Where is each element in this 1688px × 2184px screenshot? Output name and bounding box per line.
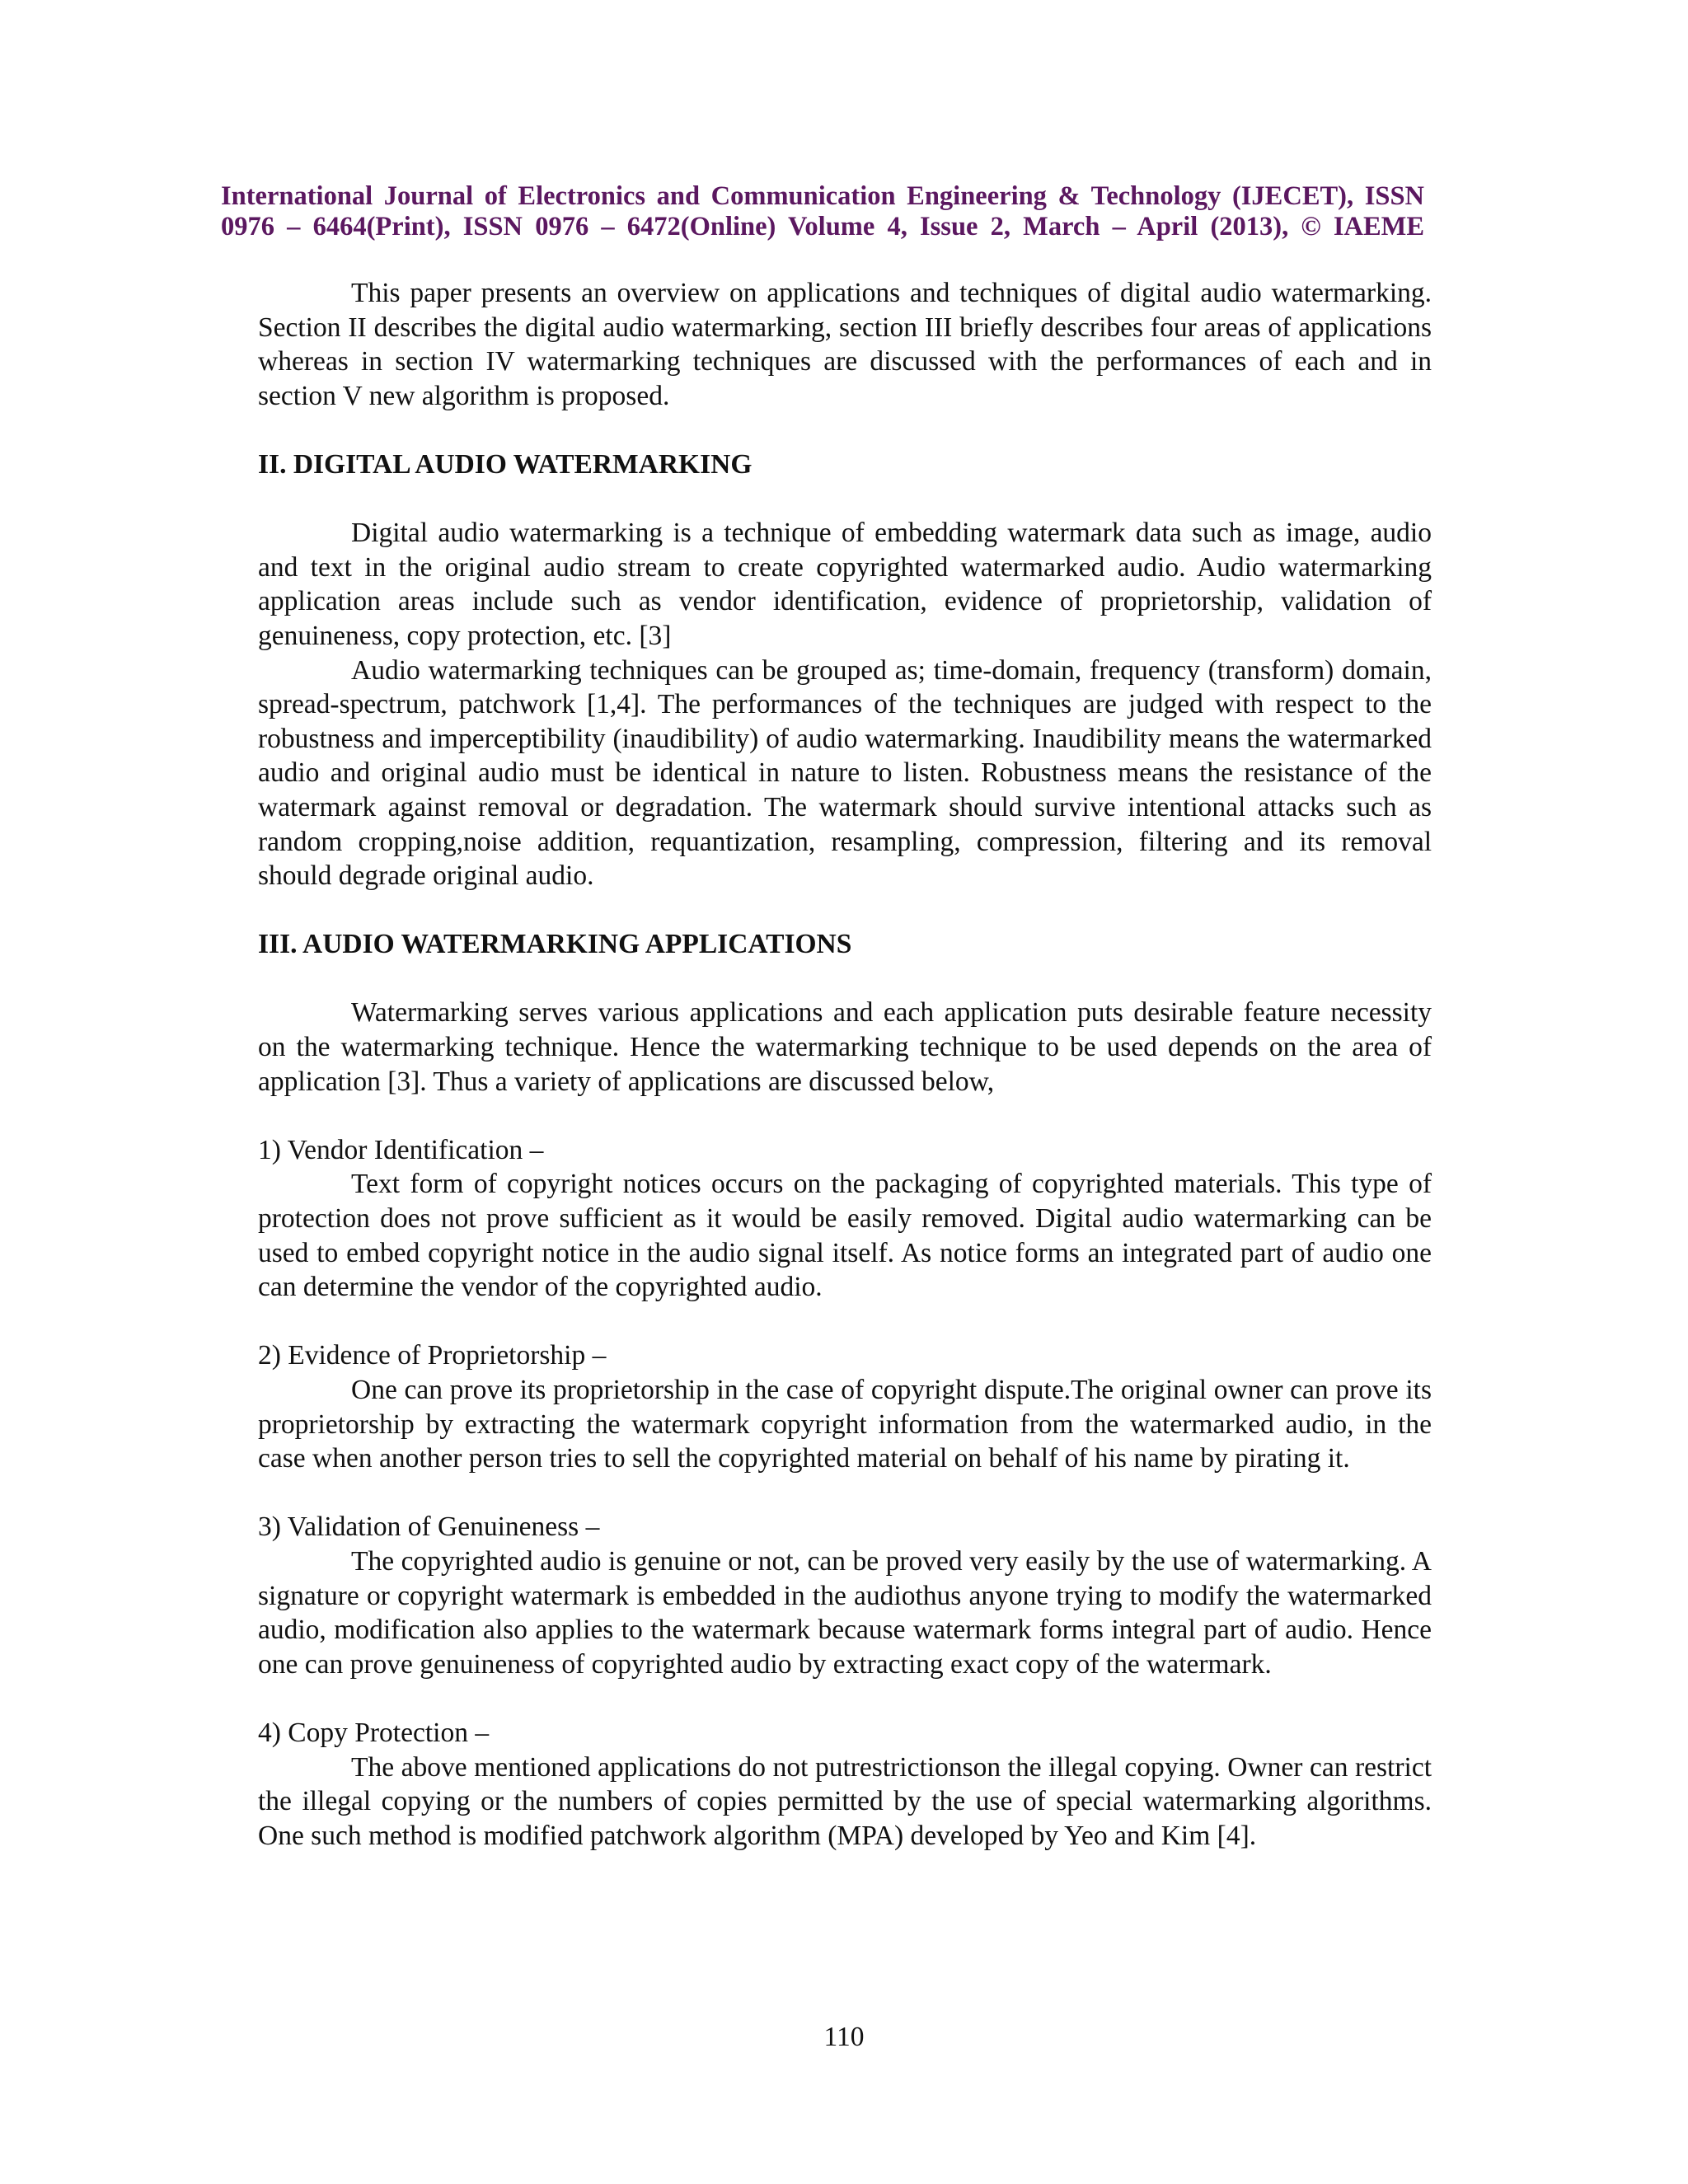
- spacer: [258, 413, 1432, 448]
- paper-body: [258, 276, 1432, 1853]
- section-2-paragraph-1: Digital audio watermarking is a technique of embedding watermark data such as image, audio and text in the original audio stream to create copyrighted watermarked audio. Audio watermarking application areas include such as vendor identification, evidence of proprietorship, validation of genuineness, copy protection, etc. [3]: [258, 518, 1432, 651]
- section-3-heading: III. AUDIO WATERMARKING APPLICATIONS: [258, 929, 852, 960]
- spacer: [258, 1305, 1432, 1339]
- spacer: [258, 1681, 1432, 1716]
- application-label-copy-protection: 4) Copy Protection –: [258, 1717, 490, 1748]
- spacer: [258, 893, 1432, 928]
- page-number: 110: [823, 2022, 865, 2052]
- application-text-vendor-identification: Text form of copyright notices occurs on the packaging of copyrighted materials. This type of protection does not prove sufficient as it would be easily removed. Digital audio watermarking can be used to embed copyright notice in the audio signal itself. As notice forms an integrated part of audio one can determine the vendor of the copyrighted audio.: [258, 1169, 1432, 1303]
- journal-header-line-2: 0976 – 6464(Print), ISSN 0976 – 6472(Online) Volume 4, Issue 2, March – April (2013), © IAEME: [221, 212, 1424, 241]
- journal-header-line-1: International Journal of Electronics and Communication Engineering & Technology (IJECET), ISSN: [221, 181, 1424, 211]
- application-label-evidence-of-proprietorship: 2) Evidence of Proprietorship –: [258, 1340, 607, 1371]
- spacer: [258, 1476, 1432, 1511]
- section-3-intro: Watermarking serves various applications and each application puts desirable feature necessity on the watermarking technique. Hence the watermarking technique to be used depends on the area of application [3]. Thus a variety of applications are discussed below,: [258, 997, 1432, 1097]
- journal-header: [221, 181, 1424, 242]
- application-text-evidence-of-proprietorship: One can prove its proprietorship in the case of copyright dispute.The original owner can prove its proprietorship by extracting the watermark copyright information from the watermarked audio, in the case when another person tries to sell the copyrighted material on behalf of his name by pirating it.: [258, 1375, 1432, 1474]
- section-2-heading: II. DIGITAL AUDIO WATERMARKING: [258, 448, 753, 480]
- application-label-vendor-identification: 1) Vendor Identification –: [258, 1134, 544, 1165]
- application-text-copy-protection: The above mentioned applications do not putrestrictionson the illegal copying. Owner can restrict the illegal copying or the numbers of copies permitted by the use of special watermarking algorithms. One such method is modified patchwork algorithm (MPA) developed by Yeo and Kim [4].: [258, 1751, 1432, 1851]
- spacer: [258, 1099, 1432, 1133]
- application-label-validation-of-genuineness: 3) Validation of Genuineness –: [258, 1511, 600, 1543]
- intro-paragraph: This paper presents an overview on applications and techniques of digital audio watermarking. Section II describes the digital audio watermarking, section III briefly describes four areas of applications whereas in section IV watermarking techniques are discussed with the performances of each and in section V new algorithm is proposed.: [258, 278, 1432, 411]
- section-2-paragraph-2: Audio watermarking techniques can be grouped as; time-domain, frequency (transform) domain, spread-spectrum, patchwork [1,4]. The performances of the techniques are judged with respect to the robustness and imperceptibility (inaudibility) of audio watermarking. Inaudibility means the watermarked audio and original audio must be identical in nature to listen. Robustness means the resistance of the watermark against removal or degradation. The watermark should survive intentional attacks such as random cropping,noise addition, requantization, resampling, compression, filtering and its removal should degrade original audio.: [258, 654, 1432, 892]
- application-text-validation-of-genuineness: The copyrighted audio is genuine or not, can be proved very easily by the use of watermarking. A signature or copyright watermark is embedded in the audiothus anyone trying to modify the watermarked audio, modification also applies to the watermark because watermark forms integral part of audio. Hence one can prove genuineness of copyrighted audio by extracting exact copy of the watermark.: [258, 1545, 1432, 1680]
- spacer: [258, 962, 1432, 996]
- spacer: [258, 482, 1432, 517]
